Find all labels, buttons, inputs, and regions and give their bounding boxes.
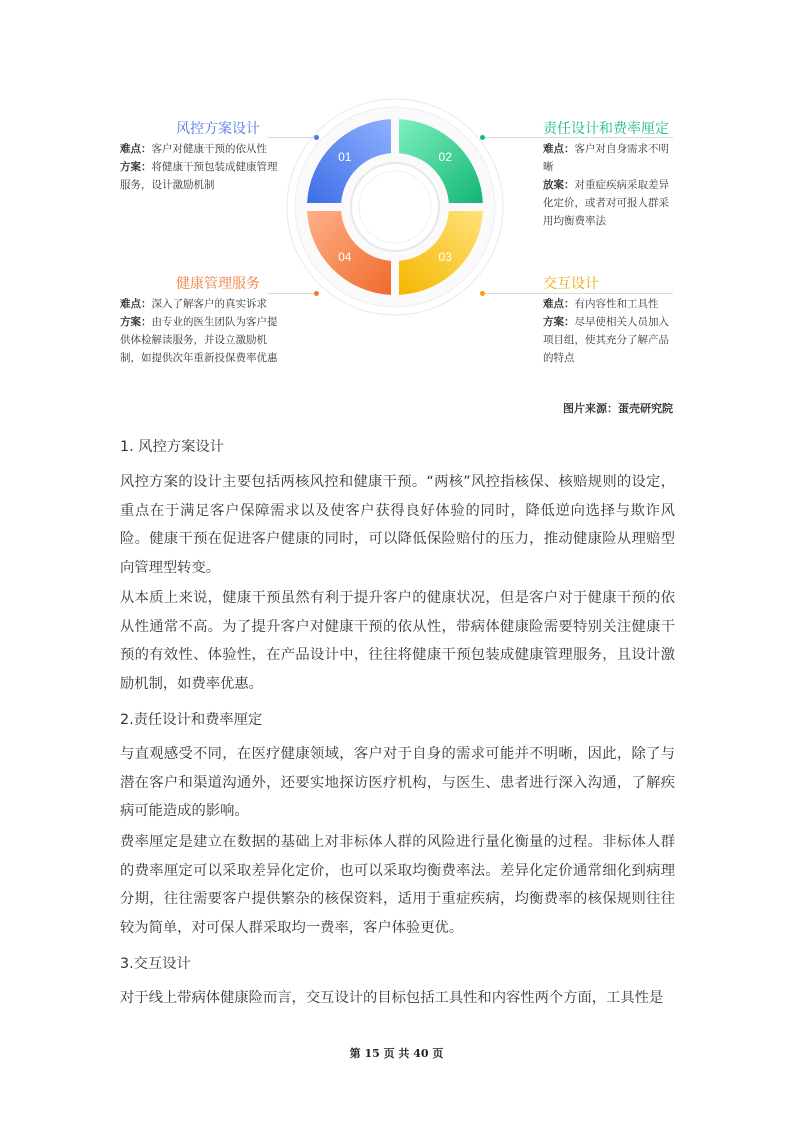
segment-03-label-1: 难点	[543, 298, 564, 310]
segment-04-label-1: 难点	[120, 298, 141, 310]
segment-03-title: 交互设计	[543, 276, 599, 292]
section-1-paragraph-2: 从本质上来说，健康干预虽然有利于提升客户的健康状况，但是客户对于健康干预的依从性通常不高。为了提升客户对健康干预的依从性，带病体健康险需要特别关注健康干预的有效性、体验性，在产品设计中，往往将健康干预包装成健康管理服务，且设计激励机制，如费率优惠。	[120, 590, 675, 692]
ring-number-01: 01	[338, 149, 352, 164]
segment-01-title: 风控方案设计	[176, 121, 260, 137]
segment-02-title: 责任设计和费率厘定	[543, 121, 669, 137]
leader-dot-01	[314, 135, 319, 140]
segment-03-label-2: 方案	[543, 316, 564, 328]
ring-diagram	[280, 95, 510, 320]
page-footer: 第 15 页 共 40 页	[349, 1047, 444, 1060]
section-2-paragraph-1: 与直观感受不同，在医疗健康领域，客户对于自身的需求可能并不明晰，因此，除了与潜在客户和渠道沟通外，还要实地探访医疗机构，与医生、患者进行深入沟通，了解疾病可能造成的影响。	[120, 746, 675, 819]
section-1-paragraph-1: 风控方案的设计主要包括两核风控和健康干预。“两核”风控指核保、核赔规则的设定，重点在于满足客户保障需求以及使客户获得良好体验的同时，降低逆向选择与欺诈风险。健康干预在促进客户健康的同时，可以降低保险赔付的压力，推动健康险从理赔型向管理型转变。	[120, 474, 675, 576]
segment-01-label-1: 难点	[120, 143, 141, 155]
section-1-heading: 1. 风控方案设计	[120, 439, 224, 455]
section-3-paragraph-1: 对于线上带病体健康险而言，交互设计的目标包括工具性和内容性两个方面，工具性是	[120, 990, 664, 1006]
leader-dot-04	[314, 291, 319, 296]
segment-02-label-1: 难点	[543, 143, 564, 155]
leader-dot-02	[480, 135, 485, 140]
segment-04-text-1: 深入了解客户的真实诉求	[151, 298, 267, 310]
segment-04-label-2: 方案	[120, 316, 141, 328]
segment-01-notes: 难点：客户对健康干预的依从性 方案：将健康干预包装成健康管理服务，设计激励机制	[120, 143, 278, 191]
leader-line-04	[268, 293, 318, 294]
ring-number-03: 03	[438, 250, 452, 265]
segment-03-notes: 难点：有内容性和工具性 方案：尽早使相关人员加入项目组，使其充分了解产品的特点	[543, 298, 669, 364]
leader-line-03	[483, 293, 673, 294]
image-source: 图片来源：蛋壳研究院	[563, 402, 673, 415]
segment-03-text-2: 尽早使相关人员加入项目组，使其充分了解产品的特点	[543, 316, 669, 364]
leader-dot-03	[480, 291, 485, 296]
segment-02-label-2: 放案	[543, 179, 564, 191]
segment-04-title: 健康管理服务	[176, 276, 260, 292]
segment-02-text-2: 对重症疾病采取差异化定价，或者对可报人群采用均衡费率法	[543, 179, 669, 227]
section-2-heading: 2.责任设计和费率厘定	[120, 712, 263, 728]
segment-04-text-2: 由专业的医生团队为客户提供体检解读服务，并设立激励机制，如提供次年重新投保费率优惠	[120, 316, 278, 364]
segment-02-notes: 难点：客户对自身需求不明晰 放案：对重症疾病采取差异化定价，或者对可报人群采用均衡费率法	[543, 143, 669, 227]
leader-line-01	[268, 137, 318, 138]
segment-03-text-1: 有内容性和工具性	[574, 298, 659, 310]
segment-04-notes: 难点：深入了解客户的真实诉求 方案：由专业的医生团队为客户提供体检解读服务，并设立激励机制，如提供次年重新投保费率优惠	[120, 298, 278, 364]
segment-01-text-1: 客户对健康干预的依从性	[151, 143, 267, 155]
segment-01-label-2: 方案	[120, 161, 141, 173]
segment-01-text-2: 将健康干预包装成健康管理服务，设计激励机制	[120, 161, 278, 191]
segment-02-text-1: 客户对自身需求不明晰	[543, 143, 669, 173]
section-2-paragraph-2: 费率厘定是建立在数据的基础上对非标体人群的风险进行量化衡量的过程。非标体人群的费率厘定可以采取差异化定价，也可以采取均衡费率法。差异化定价通常细化到病理分期，往往需要客户提供繁杂的核保资料，适用于重症疾病，均衡费率的核保规则往往较为简单，对可保人群采取均一费率，客户体验更优。	[120, 834, 675, 936]
ring-number-02: 02	[438, 149, 452, 164]
ring-number-04: 04	[338, 250, 352, 265]
section-3-heading: 3.交互设计	[120, 956, 191, 972]
